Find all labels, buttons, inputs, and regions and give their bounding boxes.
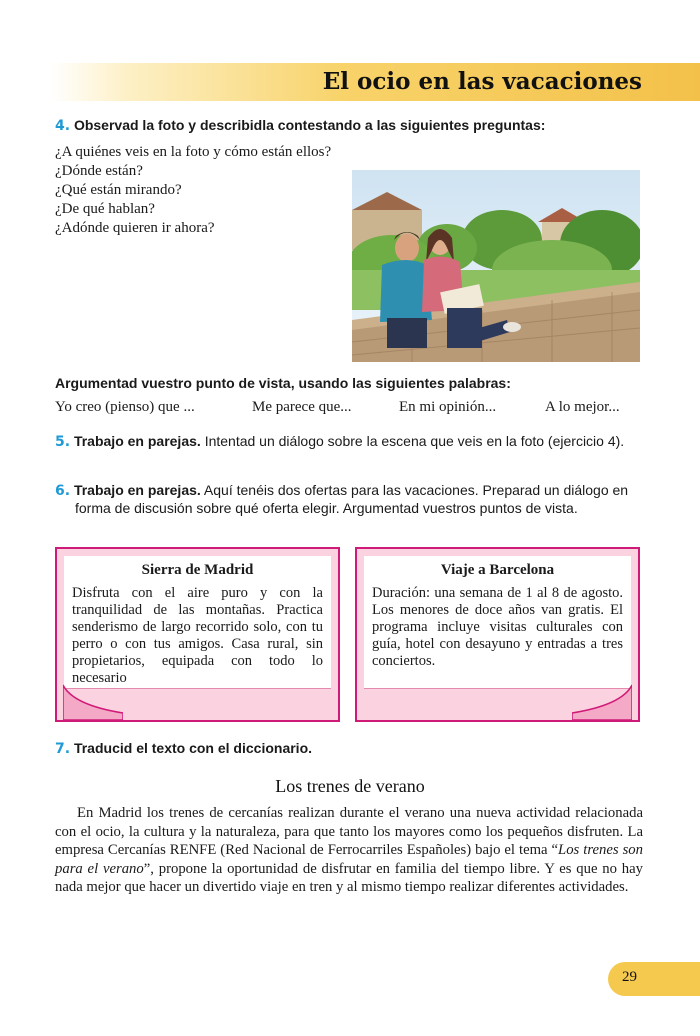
page-number: 29 xyxy=(622,969,637,985)
reading-text-italic: Los trenes son para el verano xyxy=(55,842,643,877)
exercise-number: 4. xyxy=(55,118,71,134)
offer-text: Disfruta con el aire puro y con la tranquilidad de las montañas. Practica senderismo de largo recorrido solo, con tu perro o con tus amigos. Casa rural, sin propietarios, equipada con todo lo necesario xyxy=(72,585,323,686)
offer-title: Sierra de Madrid xyxy=(141,562,254,578)
exercise-7 xyxy=(55,740,645,758)
offer-card-content xyxy=(64,556,331,689)
question-5: ¿Adónde quieren ir ahora? xyxy=(55,220,215,236)
argument-instruction-text: Argumentad vuestro punto de vista, usando las siguientes palabras: xyxy=(55,375,511,391)
exercise-5-text: Intentad un diálogo sobre la escena que veis en la foto (ejercicio 4). xyxy=(204,433,625,449)
exercise-4-instruction: Observad la foto y describidla contestando a las siguientes preguntas: xyxy=(73,117,546,133)
photo-couple-with-map xyxy=(352,170,640,362)
offer-card-barcelona xyxy=(355,547,640,722)
exercise-number: 5. xyxy=(55,434,71,450)
exercise-number: 7. xyxy=(55,741,71,757)
offer-text: Duración: una semana de 1 al 8 de agosto. Los menores de doce años van gratis. El programa incluye visitas culturales con guía, hotel con desayuno y entradas a tres conciertos. xyxy=(372,585,623,669)
phrase-4: A lo mejor... xyxy=(545,399,620,415)
reading-title: Los trenes de verano xyxy=(275,776,425,796)
page-curl-icon xyxy=(572,675,632,720)
exercise-5-lead: Trabajo en parejas. xyxy=(73,433,201,449)
question-2: ¿Dónde están? xyxy=(55,163,143,179)
question-4: ¿De qué hablan? xyxy=(55,201,155,217)
reading-paragraph xyxy=(55,804,643,897)
exercise-6-lead: Trabajo en parejas. xyxy=(73,482,201,498)
page-curl-icon xyxy=(63,675,123,720)
phrase-3: En mi opinión... xyxy=(399,399,497,415)
question-1: ¿A quiénes veis en la foto y cómo están ellos? xyxy=(55,144,332,160)
page-title: El ocio en las vacaciones xyxy=(322,68,642,95)
exercise-4 xyxy=(55,117,645,135)
reading-text-end: ”, propone la oportunidad de disfrutar en familia del tiempo libre. Y es que no hay nada mejor que hacer un divertido viaje en tren y al mismo tiempo realizar diferentes actividades. xyxy=(55,860,643,895)
phrase-2: Me parece que... xyxy=(252,399,352,415)
argument-instruction xyxy=(55,375,645,392)
exercise-5 xyxy=(55,433,645,451)
exercise-6 xyxy=(55,482,645,517)
offer-title: Viaje a Barcelona xyxy=(440,562,555,578)
phrase-1: Yo creo (pienso) que ... xyxy=(55,399,195,415)
question-3: ¿Qué están mirando? xyxy=(55,182,182,198)
offer-card-content xyxy=(364,556,631,689)
reading-text-start: En Madrid los trenes de cercanías realizan durante el verano una nueva actividad relacionada con el ocio, la cultura y la naturaleza, para que tanto los mayores como los pequeños disfruten. La empresa Cercanías RENFE (Red Nacional de Ferrocarriles Españoles) bajo el tema “ xyxy=(55,805,643,858)
exercise-7-text: Traducid el texto con el diccionario. xyxy=(73,740,313,756)
exercise-number: 6. xyxy=(55,483,71,499)
exercise-6-text: Aquí tenéis dos ofertas para las vacaciones. Preparad un diálogo en forma de discusión sobre qué oferta elegir. Argumentad vuestros puntos de vista. xyxy=(75,482,629,516)
question-list xyxy=(55,143,345,238)
offer-card-sierra xyxy=(55,547,340,722)
